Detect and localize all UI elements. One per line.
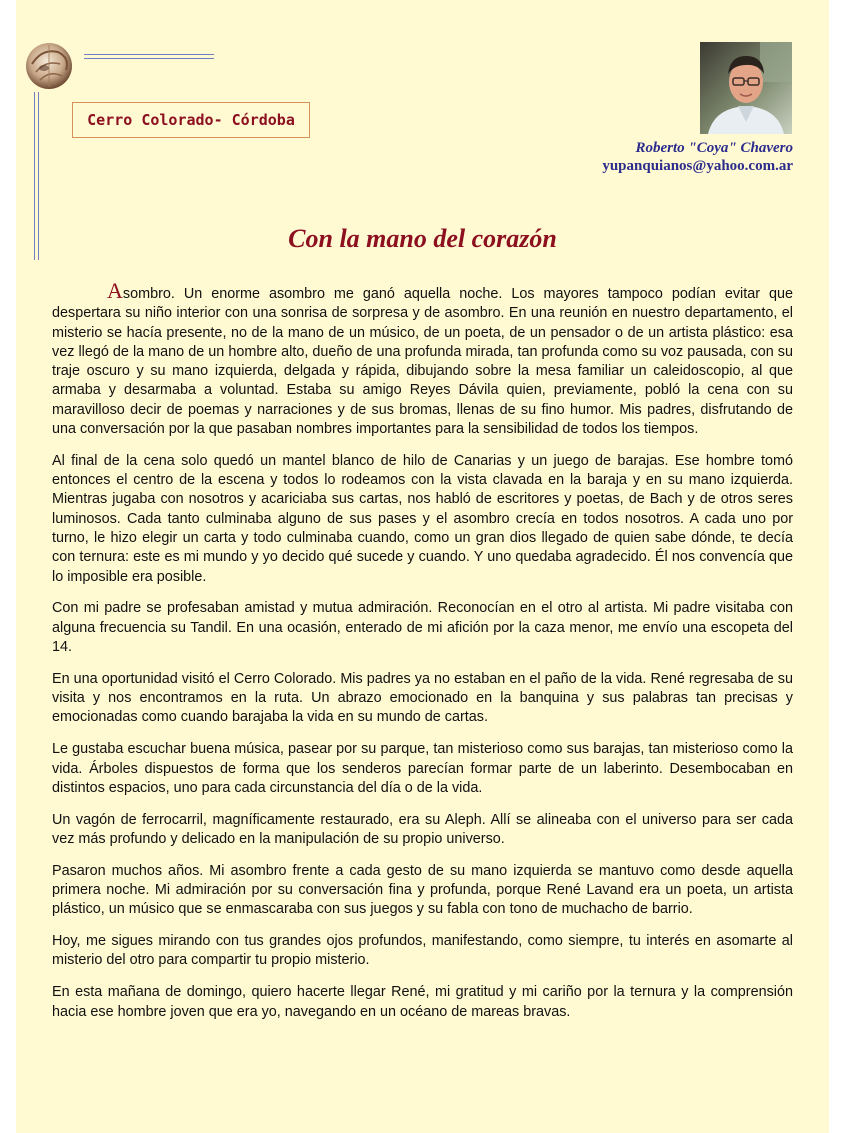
author-block: [602, 139, 793, 175]
article-paragraph-first: [52, 278, 793, 439]
article-paragraph: Con mi padre se profesaban amistad y mutua admiración. Reconocían en el otro al artista. Mi padre visitaba con alguna frecuencia su Tandil. En una ocasión, enterado de mi afición por la caza menor, me envío una escopeta del 14.: [52, 600, 793, 656]
place-box: [72, 102, 310, 138]
article-paragraph: Hoy, me sigues mirando con tus grandes ojos profundos, manifestando, como siempre, tu interés en asomarte al misterio del otro para compartir tu propio misterio.: [52, 933, 793, 969]
article-title: Con la mano del corazón: [288, 224, 557, 253]
article-paragraph: Un vagón de ferrocarril, magníficamente restaurado, era su Aleph. Allí se alineaba con el universo para ser cada vez más profundo y delicado en la manipulación de su propio universo.: [52, 811, 793, 847]
place-label: Cerro Colorado- Córdoba: [87, 111, 295, 129]
header-rule-bottom: [84, 58, 214, 59]
author-portrait-icon: [700, 42, 792, 134]
author-name: Roberto "Coya" Chavero: [635, 140, 793, 156]
article-paragraph: Al final de la cena solo quedó un mantel blanco de hilo de Canarias y un juego de barajas. Ese hombre tomó entonces el centro de la escena y todos lo rodeamos con la vista clavada en la baraja y en su mano izquierda. Mientras jugaba con nosotros y acariciaba sus cartas, nos habló de escritores y poetas, de Bach y de otros seres luminosos. Cada tanto culminaba alguno de sus pases y el asombro crecía en todos nosotros. A cada uno por turno, le hizo elegir un carta y todo culminaba cuando, como un gran dios llegado de quien sabe dónde, te decía con ternura: este es mi mundo y yo decido qué sucede y cuando. Y uno quedaba agradecido. Él nos convencía que lo imposible era posible.: [52, 452, 793, 585]
header-rule-top: [84, 54, 214, 55]
drop-cap: A: [107, 278, 123, 303]
author-email: yupanquianos@yahoo.com.ar: [602, 158, 793, 174]
article-paragraph: Pasaron muchos años. Mi asombro frente a cada gesto de su mano izquierda se mantuvo como desde aquella primera noche. Mi admiración por su conversación fina y profunda, porque René Lavand era un poeta, un artista plástico, un músico que se enmascaraba con sus juegos y su fabla con tono de muchacho de barrio.: [52, 862, 793, 918]
article-body: [52, 278, 793, 1034]
shell-logo-icon: [22, 40, 80, 92]
article-paragraph: En una oportunidad visitó el Cerro Colorado. Mis padres ya no estaban en el paño de la vida. René regresaba de su visita y nos encontramos en la ruta. Un abrazo emocionado en la banquina y sus palabras tan precisas y emocionadas como cuando barajaba la vida en su mundo de cartas.: [52, 670, 793, 726]
article-paragraph: En esta mañana de domingo, quiero hacerte llegar René, mi gratitud y mi cariño por la ternura y la comprensión hacia ese hombre joven que era yo, navegando en un océano de mareas bravas.: [52, 984, 793, 1020]
article-paragraph: Le gustaba escuchar buena música, pasear por su parque, tan misterioso como sus barajas, tan misterioso como la vida. Árboles dispuestos de forma que los senderos parecían formar parte de un laberinto. Desembocaban en distintos espacios, uno para cada circunstancia del día o de la vida.: [52, 741, 793, 796]
first-paragraph-text: sombro. Un enorme asombro me ganó aquella noche. Los mayores tampoco podían evitar que despertara su niño interior con una sonrisa de sorpresa y de asombro. En una reunión en nuestro departamento, el misterio se hacía presente, no de la mano de un músico, de un poeta, de un pensador o de un artista plástico: esa vez llegó de la mano de un hombre alto, dueño de una profunda mirada, tan profunda como su voz pausada, con su traje oscuro y su mano izquierda, delgada y rápida, dibujando sobre la mesa familiar un caleidoscopio, al que armaba y desarmaba a voluntad. Estaba su amigo Reyes Dávila quien, previamente, pobló la cena con su maravilloso decir de poemas y narraciones y de sus bromas, llenas de su fino humor. Mis padres, disfrutando de una conversación por la que pasaban nombres importantes para la sensibilidad de todos los tiempos.: [52, 286, 793, 438]
